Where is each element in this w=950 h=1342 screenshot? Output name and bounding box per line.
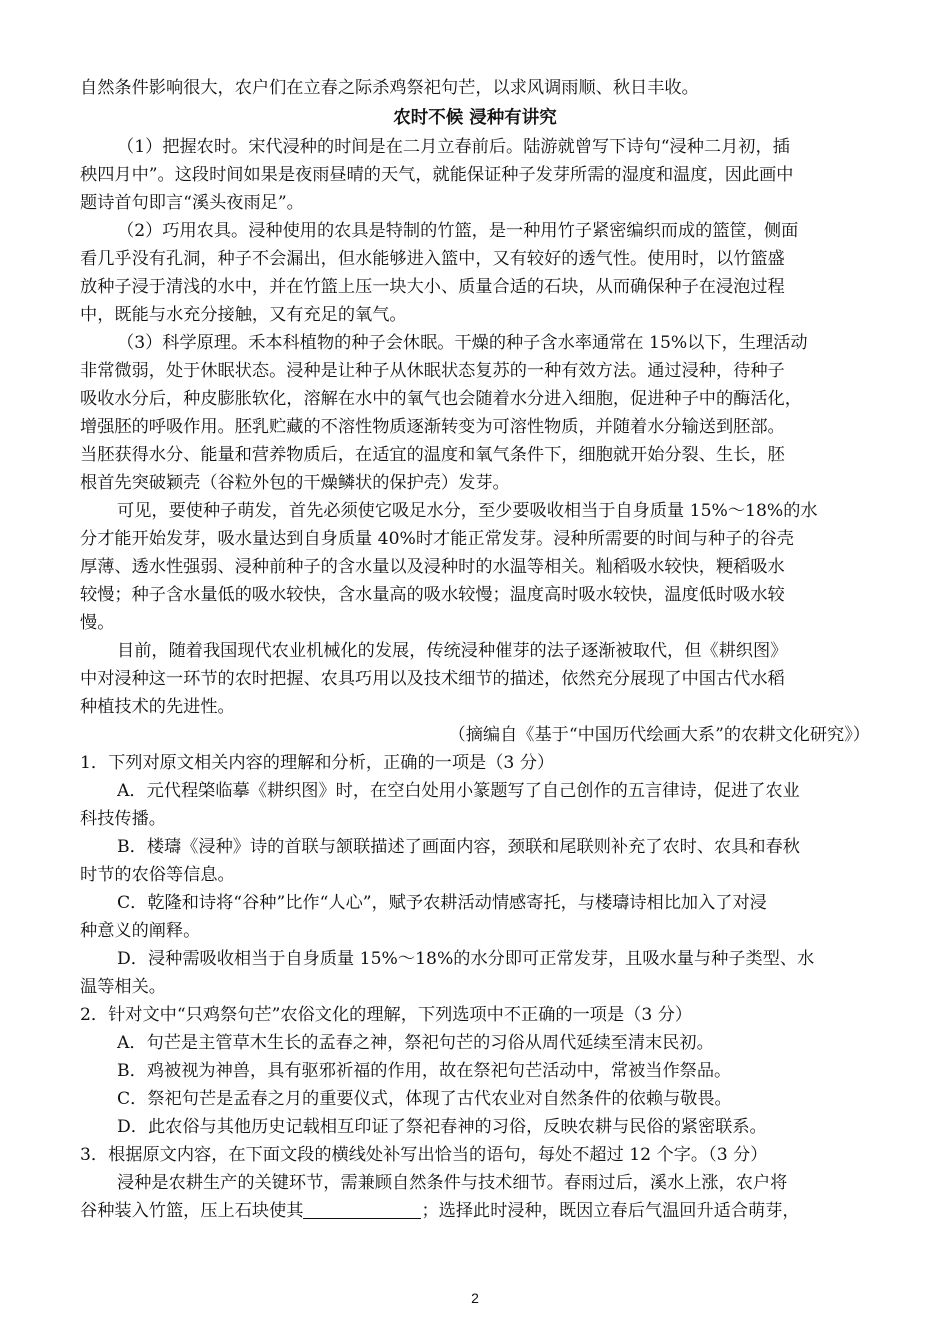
- paragraph-line: 中对浸种这一环节的农时把握、农具巧用以及技术细节的描述，依然充分展现了中国古代水稻: [80, 669, 785, 689]
- paragraph-line: 分才能开始发芽，吸水量达到自身质量 40%时才能正常发芽。浸种所需要的时间与种子的谷壳: [80, 529, 794, 549]
- question-1-option-b: B．楼璹《浸种》诗的首联与颔联描述了画面内容，颈联和尾联则补充了农时、农具和春秋: [117, 837, 800, 857]
- page-number: 2: [471, 1290, 479, 1306]
- question-1-stem: 1．下列对原文相关内容的理解和分析，正确的一项是（3 分）: [80, 753, 555, 773]
- passage-text-after-blank: ；选择此时浸种，既因立春后气温回升适合萌芽，: [421, 1201, 800, 1221]
- paragraph-line: 秧四月中”。这段时间如果是夜雨昼晴的天气，就能保证种子发芽所需的湿度和温度，因此画中: [80, 165, 794, 185]
- paragraph-line: 较慢；种子含水量低的吸水较快，含水量高的吸水较慢；温度高时吸水较快，温度低时吸水较: [80, 585, 785, 605]
- question-2-option-c: C．祭祀句芒是孟春之月的重要仪式，体现了古代农业对自然条件的依赖与敬畏。: [117, 1089, 732, 1109]
- source-citation: （摘编自《基于“中国历代绘画大系”的农耕文化研究》）: [448, 725, 870, 745]
- question-2-stem: 2．针对文中“只鸡祭句芒”农俗文化的理解，下列选项中不正确的一项是（3 分）: [80, 1005, 693, 1025]
- paragraph-line: 中，既能与水充分接触，又有充足的氧气。: [80, 305, 407, 325]
- question-1-option-c: C．乾隆和诗将“谷种”比作“人心”，赋予农耕活动情感寄托，与楼璹诗相比加入了对浸: [117, 893, 767, 913]
- question-1-option-a: A．元代程棨临摹《耕织图》时，在空白处用小篆题写了自己创作的五言律诗，促进了农业: [117, 781, 800, 801]
- question-1-option-b-cont: 时节的农俗等信息。: [80, 865, 235, 885]
- paragraph-line: 放种子浸于清浅的水中，并在竹篮上压一块大小、质量合适的石块，从而确保种子在浸泡过程: [80, 277, 785, 297]
- question-2-option-d: D．此农俗与其他历史记载相互印证了祭祀春神的习俗，反映农耕与民俗的紧密联系。: [117, 1117, 767, 1137]
- paragraph-line: （3）科学原理。禾本科植物的种子会休眠。干燥的种子含水率通常在 15%以下，生理活动: [117, 333, 808, 353]
- paragraph-line: 吸收水分后，种皮膨胀软化，溶解在水中的氧气也会随着水分进入细胞，促进种子中的酶活化，: [80, 389, 802, 409]
- answer-blank[interactable]: [303, 1200, 421, 1219]
- question-1-option-c-cont: 种意义的阐释。: [80, 921, 201, 941]
- question-2-option-b: B．鸡被视为神兽，具有驱邪祈福的作用，故在祭祀句芒活动中，常被当作祭品。: [117, 1061, 732, 1081]
- paragraph-line: 种植技术的先进性。: [80, 697, 235, 717]
- section-title: 农时不候 浸种有讲究: [393, 108, 557, 128]
- intro-tail-line: 自然条件影响很大，农户们在立春之际杀鸡祭祀句芒，以求风调雨顺、秋日丰收。: [80, 78, 699, 98]
- question-3-passage-line: 浸种是农耕生产的关键环节，需兼顾自然条件与技术细节。春雨过后，溪水上涨，农户将: [117, 1173, 788, 1193]
- question-1-option-a-cont: 科技传播。: [80, 809, 166, 829]
- paragraph-line: 当胚获得水分、能量和营养物质后，在适宜的温度和氧气条件下，细胞就开始分裂、生长，胚: [80, 445, 785, 465]
- paragraph-line: 慢。: [80, 613, 115, 633]
- paragraph-line: （1）把握农时。宋代浸种的时间是在二月立春前后。陆游就曾写下诗句“浸种二月初，插: [117, 137, 790, 157]
- paragraph-line: 题诗首句即言“溪头夜雨足”。: [80, 193, 304, 213]
- question-1-option-d: D．浸种需吸收相当于自身质量 15%～18%的水分即可正常发芽，且吸水量与种子类型、水: [117, 949, 815, 969]
- paragraph-line: 厚薄、透水性强弱、浸种前种子的含水量以及浸种时的水温等相关。籼稻吸水较快，粳稻吸水: [80, 557, 785, 577]
- passage-text-before-blank: 谷种装入竹篮，压上石块使其: [80, 1201, 304, 1221]
- paragraph-line: 根首先突破颖壳（谷粒外包的干燥鳞状的保护壳）发芽。: [80, 473, 510, 493]
- paragraph-line: 看几乎没有孔洞，种子不会漏出，但水能够进入篮中，又有较好的透气性。使用时，以竹篮盛: [80, 249, 785, 269]
- question-3-stem: 3．根据原文内容，在下面文段的横线处补写出恰当的语句，每处不超过 12 个字。（3 分）: [80, 1145, 768, 1165]
- question-1-option-d-cont: 温等相关。: [80, 977, 166, 997]
- paragraph-line: 目前，随着我国现代农业机械化的发展，传统浸种催芽的法子逐渐被取代，但《耕织图》: [117, 641, 788, 661]
- paragraph-line: 增强胚的呼吸作用。胚乳贮藏的不溶性物质逐渐转变为可溶性物质，并随着水分输送到胚部。: [80, 417, 785, 437]
- paragraph-line: 可见，要使种子萌发，首先必须使它吸足水分，至少要吸收相当于自身质量 15%～18%的水: [117, 501, 818, 521]
- paragraph-line: （2）巧用农具。浸种使用的农具是特制的竹篮，是一种用竹子紧密编织而成的篮筐，侧面: [117, 221, 799, 241]
- paragraph-line: 非常微弱，处于休眠状态。浸种是让种子从休眠状态复苏的一种有效方法。通过浸种，待种子: [80, 361, 785, 381]
- question-2-option-a: A．句芒是主管草木生长的孟春之神，祭祀句芒的习俗从周代延续至清末民初。: [117, 1033, 714, 1053]
- question-3-passage-line-2: [80, 1197, 870, 1225]
